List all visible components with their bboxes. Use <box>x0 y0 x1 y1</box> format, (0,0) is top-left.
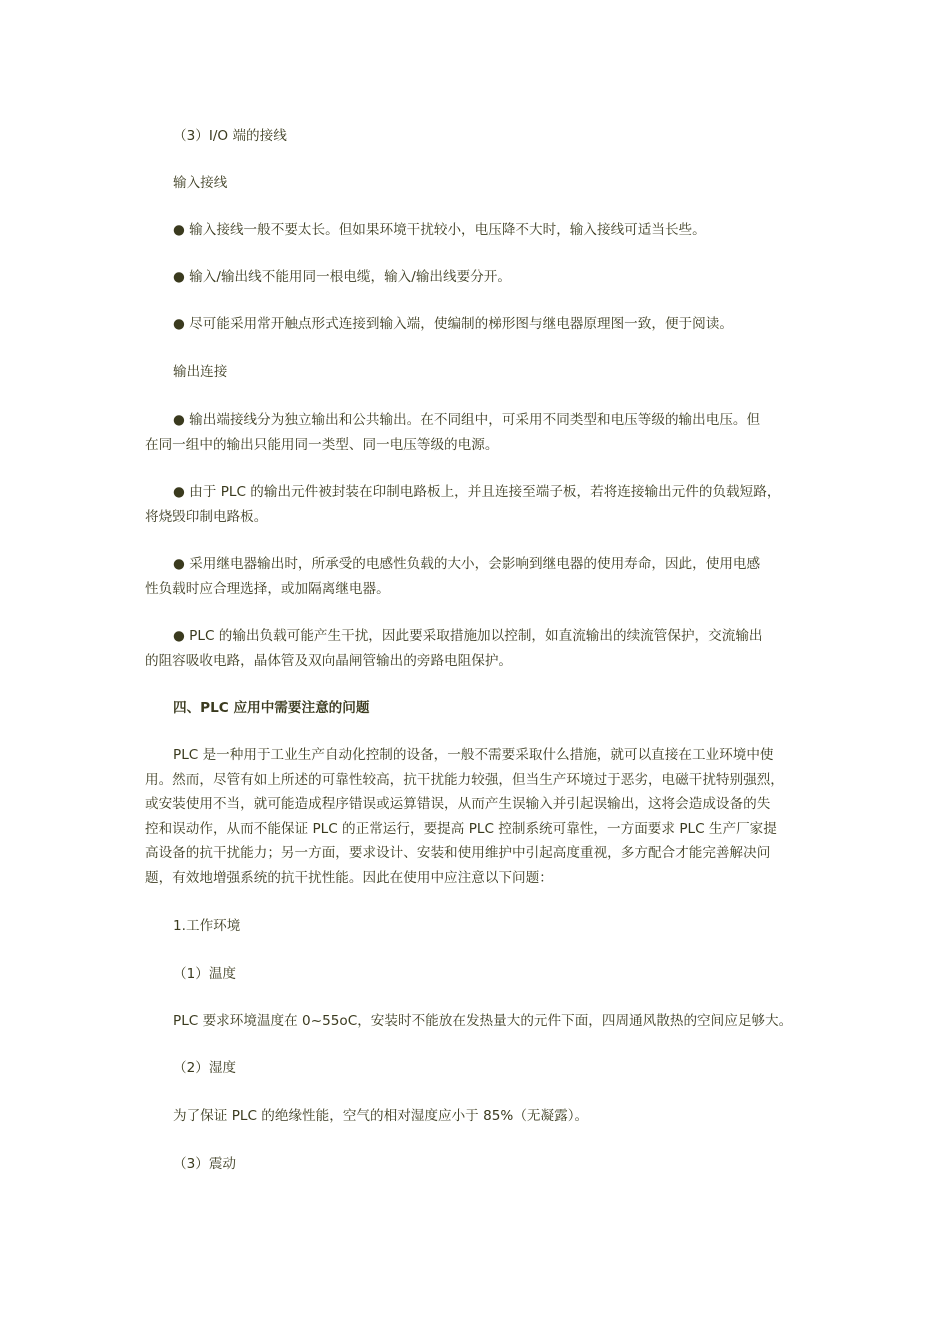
output-bullet-1-line-1: ● 输出端接线分为独立输出和公共输出。在不同组中，可采用不同类型和电压等级的输出电压。但 <box>173 412 761 428</box>
input-bullet-2: ● 输入/输出线不能用同一根电缆，输入/输出线要分开。 <box>173 269 511 285</box>
humidity-text: 为了保证 PLC 的绝缘性能，空气的相对湿度应小于 85%（无凝露）。 <box>173 1108 589 1124</box>
paragraph-line-5: 高设备的抗干扰能力；另一方面，要求设计、安装和使用维护中引起高度重视，多方配合才能完善解决问 <box>145 845 771 861</box>
output-bullet-3-line-1: ● 采用继电器输出时，所承受的电感性负载的大小，会影响到继电器的使用寿命，因此，使用电感 <box>173 556 761 572</box>
subheading-humidity: （2）湿度 <box>173 1060 237 1076</box>
paragraph-line-3: 或安装使用不当，就可能造成程序错误或运算错误，从而产生误输入并引起误输出，这将会造成设备的失 <box>145 796 771 812</box>
input-bullet-1: ● 输入接线一般不要太长。但如果环境干扰较小，电压降不大时，输入接线可适当长些。 <box>173 222 706 238</box>
paragraph-line-4: 控和误动作，从而不能保证 PLC 的正常运行，要提高 PLC 控制系统可靠性，一方面要求 PLC 生产厂家提 <box>145 821 777 837</box>
output-bullet-4-line-1: ● PLC 的输出负载可能产生干扰，因此要采取措施加以控制，如直流输出的续流管保护，交流输出 <box>173 628 763 644</box>
output-bullet-4-line-2: 的阻容吸收电路，晶体管及双向晶闸管输出的旁路电阻保护。 <box>145 653 513 669</box>
heading-output-wiring: 输出连接 <box>173 364 228 380</box>
paragraph-line-2: 用。然而，尽管有如上所述的可靠性较高，抗干扰能力较强，但当生产环境过于恶劣，电磁干扰特别强烈， <box>145 772 784 788</box>
subheading-temperature: （1）温度 <box>173 966 237 982</box>
heading-work-environment: 1.工作环境 <box>173 918 241 934</box>
output-bullet-2-line-1: ● 由于 PLC 的输出元件被封装在印制电路板上，并且连接至端子板，若将连接输出元件的负载短路， <box>173 484 781 500</box>
paragraph-line-6: 题，有效地增强系统的抗干扰性能。因此在使用中应注意以下问题： <box>145 870 553 886</box>
paragraph-line-1: PLC 是一种用于工业生产自动化控制的设备，一般不需要采取什么措施，就可以直接在工业环境中使 <box>173 747 774 763</box>
temperature-text: PLC 要求环境温度在 0~55oC，安装时不能放在发热量大的元件下面，四周通风散热的空间应足够大。 <box>173 1013 793 1029</box>
heading-input-wiring: 输入接线 <box>173 175 228 191</box>
output-bullet-1-line-2: 在同一组中的输出只能用同一类型、同一电压等级的电源。 <box>145 437 499 453</box>
section-heading-plc-issues: 四、PLC 应用中需要注意的问题 <box>173 700 370 716</box>
subheading-vibration: （3）震动 <box>173 1156 237 1172</box>
output-bullet-2-line-2: 将烧毁印制电路板。 <box>145 509 268 525</box>
output-bullet-3-line-2: 性负载时应合理选择，或加隔离继电器。 <box>145 581 390 597</box>
input-bullet-3: ● 尽可能采用常开触点形式连接到输入端，使编制的梯形图与继电器原理图一致，便于阅读。 <box>173 316 733 332</box>
subsection-io-wiring: （3）I/O 端的接线 <box>173 128 287 144</box>
